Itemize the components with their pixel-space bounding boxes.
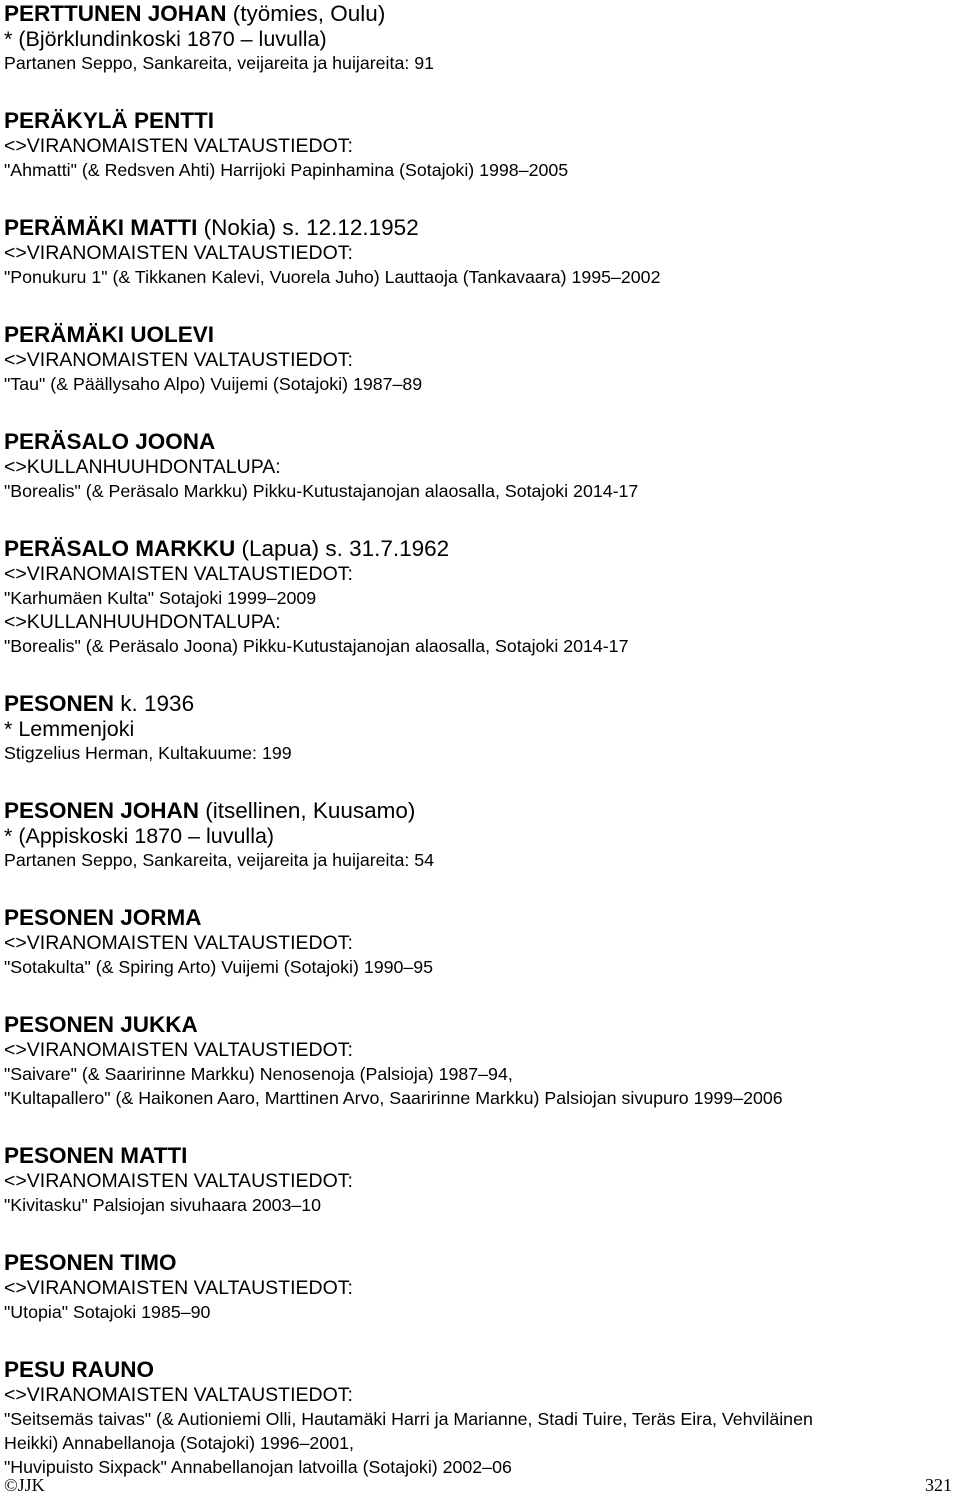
entry-name-bold: PESONEN MATTI — [4, 1143, 188, 1168]
entry-section-label: <>VIRANOMAISTEN VALTAUSTIEDOT: — [4, 932, 353, 954]
entry-detail-line: "Ponukuru 1" (& Tikkanen Kalevi, Vuorela Juho) Lauttaoja (Tankavaara) 1995–2002 — [4, 267, 661, 287]
entry-separator — [4, 765, 960, 797]
entry — [4, 690, 960, 765]
entry — [4, 1011, 960, 1110]
entry-name-detail: k. 1936 — [114, 691, 195, 716]
entry-section-label: <>VIRANOMAISTEN VALTAUSTIEDOT: — [4, 135, 353, 157]
entry-name — [4, 1249, 960, 1276]
entry-section-label: <>VIRANOMAISTEN VALTAUSTIEDOT: — [4, 242, 353, 264]
entry-separator — [4, 1324, 960, 1356]
entry-detail-line: "Huvipuisto Sixpack" Annabellanojan latvoilla (Sotajoki) 2002–06 — [4, 1457, 512, 1477]
entry-name-bold: PESONEN JUKKA — [4, 1012, 198, 1037]
entry-origin: * (Appiskoski 1870 – luvulla) — [4, 824, 275, 848]
entry-name-bold: PERTTUNEN JOHAN — [4, 1, 227, 26]
entry-name-bold: PESONEN TIMO — [4, 1250, 177, 1275]
entry-name-detail: (Lapua) s. 31.7.1962 — [235, 536, 450, 561]
entry-section-label: <>VIRANOMAISTEN VALTAUSTIEDOT: — [4, 1170, 353, 1192]
document-body — [4, 0, 960, 1479]
entry-section-label: <>KULLANHUUHDONTALUPA: — [4, 456, 281, 478]
entry-name-detail: (Nokia) s. 12.12.1952 — [197, 215, 419, 240]
entry-name-bold: PESU RAUNO — [4, 1357, 155, 1382]
entry-separator — [4, 289, 960, 321]
entry-separator — [4, 182, 960, 214]
entry-name — [4, 428, 960, 455]
page-number: 321 — [925, 1475, 952, 1495]
entry-name-detail: (itsellinen, Kuusamo) — [199, 798, 416, 823]
entry-separator — [4, 979, 960, 1011]
entry-name-bold: PESONEN — [4, 691, 115, 716]
entry-detail-line: Stigzelius Herman, Kultakuume: 199 — [4, 743, 292, 763]
entry-section-label: <>VIRANOMAISTEN VALTAUSTIEDOT: — [4, 1039, 353, 1061]
entry-name-bold: PESONEN JOHAN — [4, 798, 200, 823]
entry — [4, 797, 960, 872]
entry-detail-line: "Sotakulta" (& Spiring Arto) Vuijemi (Sotajoki) 1990–95 — [4, 957, 434, 977]
entry-name-bold: PERÄKYLÄ PENTTI — [4, 108, 215, 133]
entry-detail-line: "Ahmatti" (& Redsven Ahti) Harrijoki Papinhamina (Sotajoki) 1998–2005 — [4, 160, 569, 180]
entry-detail-line: "Borealis" (& Peräsalo Joona) Pikku-Kutustajanojan alaosalla, Sotajoki 2014-17 — [4, 636, 629, 656]
entry-name — [4, 535, 960, 562]
entry-separator — [4, 503, 960, 535]
entry — [4, 321, 960, 396]
entry-separator — [4, 658, 960, 690]
entry — [4, 107, 960, 182]
entry-name — [4, 1356, 960, 1383]
entry-name-bold: PERÄMÄKI MATTI — [4, 215, 198, 240]
entry-name — [4, 0, 960, 27]
entry-name-bold: PERÄSALO JOONA — [4, 429, 216, 454]
entry-name — [4, 1142, 960, 1169]
copyright-notice: ©JJK — [4, 1475, 45, 1495]
entry-name-bold: PESONEN JORMA — [4, 905, 202, 930]
entry — [4, 0, 960, 75]
entry-origin: * (Björklundinkoski 1870 – luvulla) — [4, 27, 327, 51]
entry-detail-line: "Kivitasku" Palsiojan sivuhaara 2003–10 — [4, 1195, 322, 1215]
entry-name — [4, 1011, 960, 1038]
entry-name — [4, 107, 960, 134]
entry-separator — [4, 396, 960, 428]
entry-detail-line: Partanen Seppo, Sankareita, veijareita ja huijareita: 91 — [4, 53, 434, 73]
entry — [4, 1142, 960, 1217]
entry-name — [4, 690, 960, 717]
entry-detail-line: "Seitsemäs taivas" (& Autioniemi Olli, Hautamäki Harri ja Marianne, Stadi Tuire, Teräs Eira, Vehviläinen — [4, 1409, 813, 1429]
page-footer — [4, 1475, 952, 1497]
entry — [4, 904, 960, 979]
entry — [4, 214, 960, 289]
entry-name-bold: PERÄSALO MARKKU — [4, 536, 236, 561]
entry-detail-line: Partanen Seppo, Sankareita, veijareita ja huijareita: 54 — [4, 850, 434, 870]
entry-section-label: <>VIRANOMAISTEN VALTAUSTIEDOT: — [4, 1277, 353, 1299]
entry-section-label: <>KULLANHUUHDONTALUPA: — [4, 611, 281, 633]
entry-separator — [4, 1110, 960, 1142]
entry-detail-line: "Karhumäen Kulta" Sotajoki 1999–2009 — [4, 588, 317, 608]
entry-name — [4, 321, 960, 348]
entry — [4, 535, 960, 658]
entry — [4, 1356, 960, 1479]
entry-section-label: <>VIRANOMAISTEN VALTAUSTIEDOT: — [4, 349, 353, 371]
entry-detail-line: "Utopia" Sotajoki 1985–90 — [4, 1302, 211, 1322]
entry-detail-line: "Saivare" (& Saaririnne Markku) Nenosenoja (Palsioja) 1987–94, — [4, 1064, 513, 1084]
entry-detail-line: "Borealis" (& Peräsalo Markku) Pikku-Kutustajanojan alaosalla, Sotajoki 2014-17 — [4, 481, 639, 501]
entry-name — [4, 904, 960, 931]
entry-section-label: <>VIRANOMAISTEN VALTAUSTIEDOT: — [4, 1384, 353, 1406]
entry — [4, 428, 960, 503]
entry-separator — [4, 75, 960, 107]
entry-name-detail: (työmies, Oulu) — [226, 1, 386, 26]
entry-name — [4, 214, 960, 241]
entry-separator — [4, 872, 960, 904]
entry-separator — [4, 1217, 960, 1249]
entry-origin: * Lemmenjoki — [4, 717, 135, 741]
entry-name-bold: PERÄMÄKI UOLEVI — [4, 322, 215, 347]
entry-detail-line: "Kultapallero" (& Haikonen Aaro, Marttinen Arvo, Saaririnne Markku) Palsiojan sivupuro 1999–2006 — [4, 1088, 783, 1108]
entry-detail-line: Heikki) Annabellanoja (Sotajoki) 1996–2001, — [4, 1433, 354, 1453]
entry-name — [4, 797, 960, 824]
entry-section-label: <>VIRANOMAISTEN VALTAUSTIEDOT: — [4, 563, 353, 585]
entry-detail-line: "Tau" (& Päällysaho Alpo) Vuijemi (Sotajoki) 1987–89 — [4, 374, 423, 394]
entry — [4, 1249, 960, 1324]
